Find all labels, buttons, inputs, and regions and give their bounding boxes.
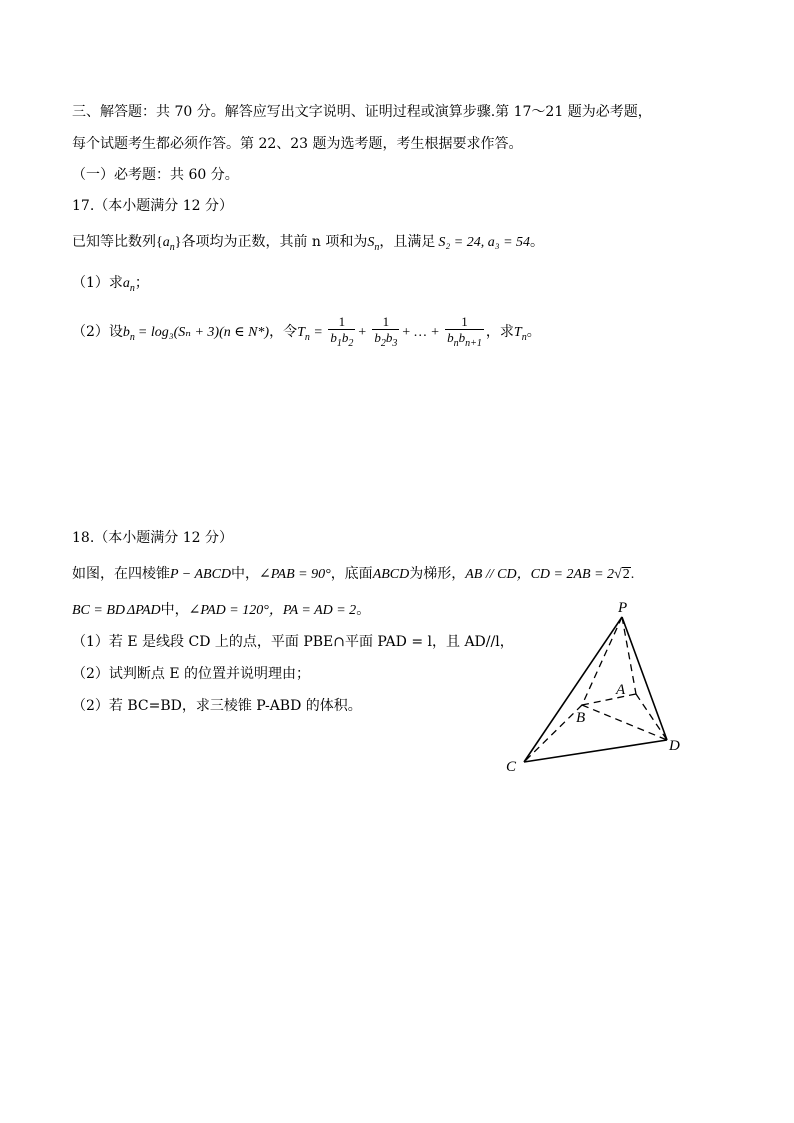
q18-base: ABCD (372, 567, 410, 582)
q18-heading: 18.（本小题满分 12 分） (72, 530, 233, 546)
q17-stem-end: 。 (530, 234, 545, 250)
q17-stem (72, 232, 544, 258)
q18-line1-mid2: ，底面 (330, 566, 373, 582)
pyramid-figure (500, 595, 700, 780)
edge-ab (582, 694, 636, 705)
required-questions-note: （一）必考题：共 60 分。 (72, 167, 239, 183)
q18-line1-prefix: 如图，在四棱锥 (72, 566, 170, 582)
vertex-label-b: B (576, 710, 586, 726)
q17-tn-sum: $T_n$ = $\frac{1}{b_1b_2}$ + $\frac{1}{b_2b_3}$ + … + $\frac{1}{b_nb_{n+1}}$ (297, 314, 482, 349)
vertex-label-a: A (616, 682, 626, 698)
q18-line2-end: 。 (356, 602, 371, 618)
q18-line2 (72, 600, 370, 621)
q17-heading: 17.（本小题满分 12 分） (72, 198, 233, 214)
q18-part2: （2）试判断点 E 的位置并说明理由； (72, 666, 311, 682)
q17-an: $a_n$ (122, 276, 135, 294)
q18-pyramid: P − ABCD (170, 567, 232, 582)
q18-triangle-pad: ΔPAD (127, 603, 161, 618)
vertex-label-c: C (506, 759, 517, 775)
q18-line1-end: . (630, 567, 635, 582)
q17-stem-prefix: 已知等比数列 (72, 234, 156, 250)
section-header-line-1: 三、解答题：共 70 分。解答应写出文字说明、证明过程或演算步骤.第 17～21 题为必考题， (72, 104, 652, 120)
q17-stem-mid1: 各项均为正数，其前 n 项和为 (181, 234, 368, 250)
q18-part3: （2）若 BC=BD，求三棱锥 P-ABD 的体积。 (72, 698, 362, 714)
q17-part1-prefix: （1）求 (72, 275, 123, 291)
q17-condition: S₂ = 24, a₃ = 54 (438, 235, 531, 250)
q18-line1 (72, 564, 634, 585)
vertex-label-d: D (669, 738, 680, 754)
q17-part2 (72, 314, 541, 356)
q18-angle-pab: ∠PAB = 90° (259, 567, 331, 582)
q18-line2-mid: 中， (160, 602, 189, 618)
edge-bc (524, 705, 582, 762)
q17-part1-end: ； (134, 275, 149, 291)
q17-bn: $b_n$ (122, 325, 135, 344)
edge-cd (524, 740, 667, 762)
q17-part2-mid: ，令 (269, 324, 298, 341)
q18-bc-bd: BC = BD (72, 603, 125, 618)
section-header-line-2: 每个试题考生都必须作答。第 22、23 题为选考题，考生根据要求作答。 (72, 136, 523, 152)
q18-line1-mid: 中， (231, 566, 260, 582)
edge-pd (622, 617, 667, 740)
q18-parallel: AB // CD，CD = 2AB = 2 (465, 567, 615, 582)
edge-bd (582, 705, 667, 740)
q17-seq-brace: $\{a_n\}$ (156, 235, 182, 253)
q17-part1 (72, 273, 149, 299)
q17-stem-mid2: ，且满足 (379, 234, 436, 250)
q18-line1-mid3: 为梯形， (409, 566, 466, 582)
edge-pc (524, 617, 622, 762)
q17-bn-def: = log₃(Sₙ + 3)(n ∈ N*) (137, 325, 270, 341)
vertex-label-p: P (618, 600, 628, 616)
q17-tn: $T_n$ (513, 325, 527, 344)
q17-part2-prefix: （2）设 (72, 324, 123, 341)
q18-angle-pad: ∠PAD = 120°，PA = AD = 2 (188, 603, 357, 618)
q18-sqrt: √2 (614, 567, 630, 582)
q17-part2-final: 。 (526, 324, 541, 341)
q17-part2-end: ，求 (485, 324, 514, 341)
q18-part1: （1）若 E 是线段 CD 上的点，平面 PBE∩平面 PAD = l，且 AD//l， (72, 634, 514, 650)
q17-sn: $S_n$ (367, 235, 380, 253)
